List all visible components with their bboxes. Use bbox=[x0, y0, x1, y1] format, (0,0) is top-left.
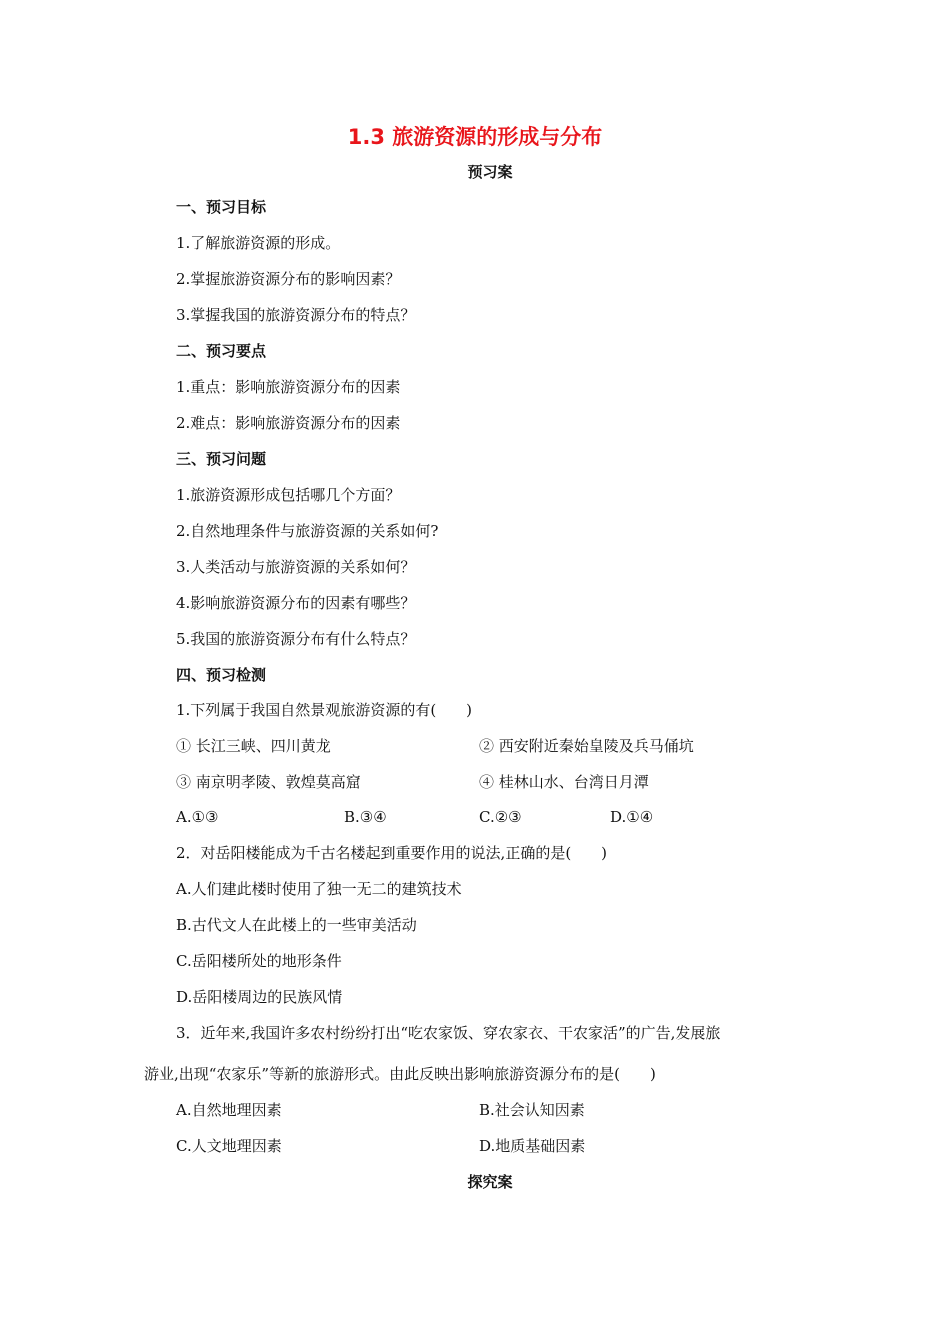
question-item: 3.人类活动与旅游资源的关系如何？ bbox=[176, 558, 416, 576]
key-point-item: 2.难点：影响旅游资源分布的因素 bbox=[176, 414, 401, 432]
q2-option-b: B.古代文人在此楼上的一些审美活动 bbox=[176, 916, 417, 934]
heading-goals: 一、预习目标 bbox=[176, 198, 267, 216]
q3-option-a: A.自然地理因素 bbox=[176, 1101, 282, 1119]
goal-item: 1.了解旅游资源的形成。 bbox=[176, 234, 341, 252]
q3-option-b: B.社会认知因素 bbox=[479, 1101, 585, 1119]
q2-stem: 2．对岳阳楼能成为千古名楼起到重要作用的说法,正确的是( ) bbox=[176, 844, 608, 862]
q3-stem-line2: 游业,出现“农家乐”等新的旅游形式。由此反映出影响旅游资源分布的是( ) bbox=[144, 1065, 656, 1083]
section-title-explore: 探究案 bbox=[467, 1173, 513, 1191]
heading-questions: 三、预习问题 bbox=[176, 450, 267, 468]
q1-option-c: C.②③ bbox=[479, 808, 522, 826]
q1-item: ③ 南京明孝陵、敦煌莫高窟 bbox=[176, 773, 361, 791]
heading-check: 四、预习检测 bbox=[176, 666, 267, 684]
q1-option-a: A.①③ bbox=[176, 808, 219, 826]
document-title: 1.3 旅游资源的形成与分布 bbox=[347, 125, 603, 149]
question-item: 5.我国的旅游资源分布有什么特点？ bbox=[176, 630, 416, 648]
q3-stem-line1: 3．近年来,我国许多农村纷纷打出“吃农家饭、穿农家衣、干农家活”的广告,发展旅 bbox=[176, 1024, 721, 1042]
q2-option-a: A.人们建此楼时使用了独一无二的建筑技术 bbox=[176, 880, 462, 898]
q1-option-d: D.①④ bbox=[610, 808, 654, 826]
question-item: 1.旅游资源形成包括哪几个方面？ bbox=[176, 486, 401, 504]
q3-option-c: C.人文地理因素 bbox=[176, 1137, 282, 1155]
section-title-preview: 预习案 bbox=[467, 163, 513, 181]
question-item: 2.自然地理条件与旅游资源的关系如何? bbox=[176, 522, 439, 540]
key-point-item: 1.重点：影响旅游资源分布的因素 bbox=[176, 378, 401, 396]
q1-option-b: B.③④ bbox=[344, 808, 387, 826]
q1-item: ④ 桂林山水、台湾日月潭 bbox=[479, 773, 649, 791]
q1-item: ① 长江三峡、四川黄龙 bbox=[176, 737, 331, 755]
q2-option-d: D.岳阳楼周边的民族风情 bbox=[176, 988, 343, 1006]
q1-item: ② 西安附近秦始皇陵及兵马俑坑 bbox=[479, 737, 694, 755]
goal-item: 3.掌握我国的旅游资源分布的特点？ bbox=[176, 306, 416, 324]
q1-stem: 1.下列属于我国自然景观旅游资源的有( ) bbox=[176, 701, 473, 719]
question-item: 4.影响旅游资源分布的因素有哪些？ bbox=[176, 594, 416, 612]
heading-key-points: 二、预习要点 bbox=[176, 342, 267, 360]
q3-option-d: D.地质基础因素 bbox=[479, 1137, 586, 1155]
q2-option-c: C.岳阳楼所处的地形条件 bbox=[176, 952, 342, 970]
goal-item: 2.掌握旅游资源分布的影响因素？ bbox=[176, 270, 401, 288]
